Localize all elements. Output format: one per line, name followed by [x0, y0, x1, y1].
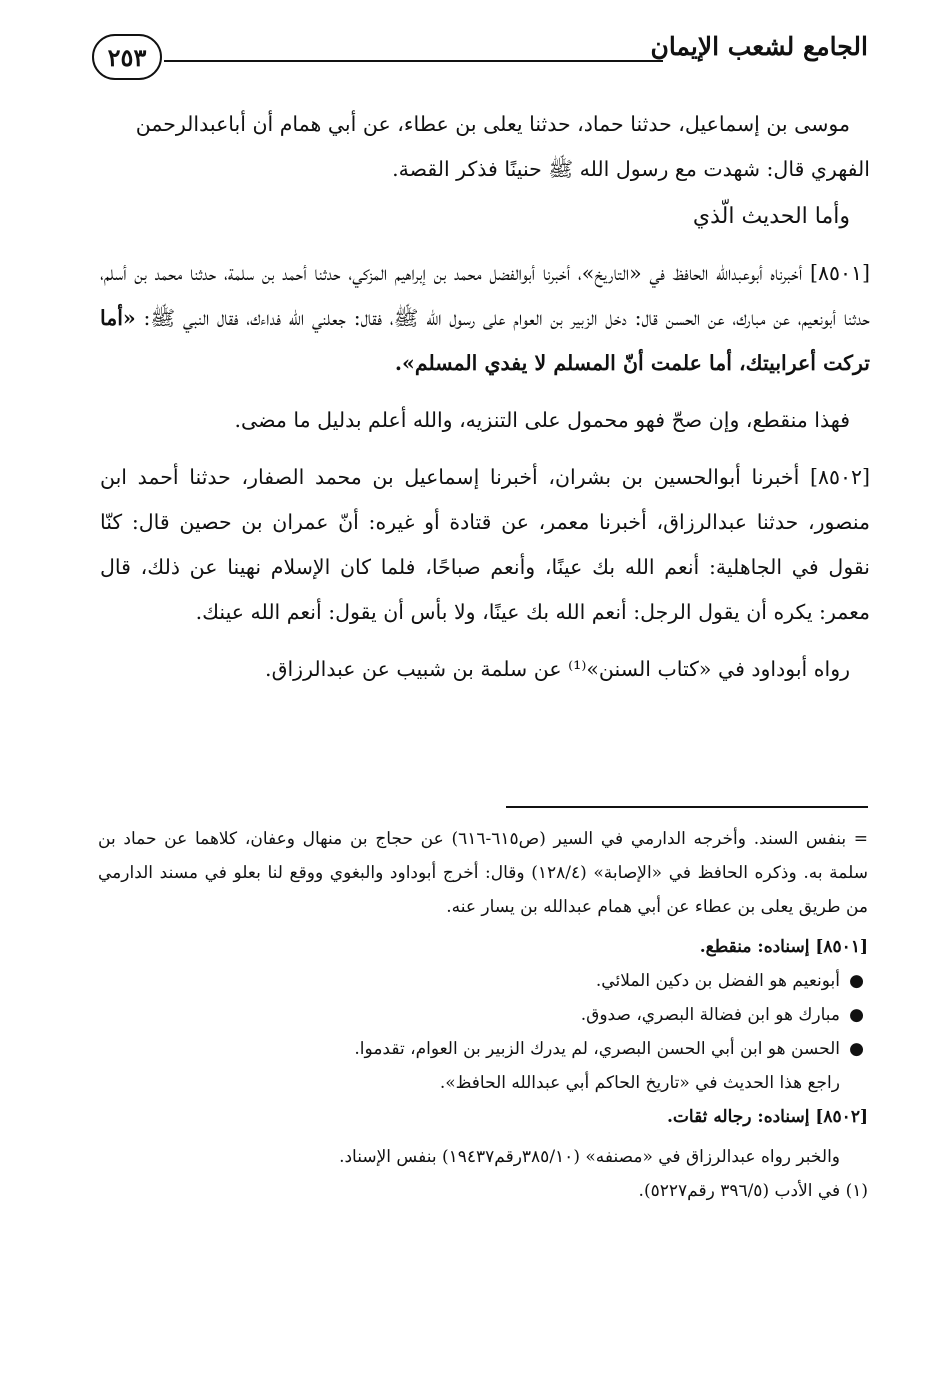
hadith-quote: «أما تركت أعرابيتك، أما علمت أنّ المسلم لا يفدي المسلم». [100, 306, 870, 375]
note-8501-reference: راجع هذا الحديث في «تاريخ الحاكم أبي عبدالله الحافظ». [439, 1073, 840, 1093]
hadith-8502 [100, 455, 870, 635]
note-8502-text: والخبر رواه عبدالرزاق في «مصنفه» (٣٨٥/١٠رقم١٩٤٣٧) بنفس الإسناد. [339, 1147, 840, 1167]
page-header [92, 30, 868, 86]
running-title: الجامع لشعب الإيمان [650, 32, 868, 61]
header-rule [164, 60, 663, 62]
paragraph-line: الفهري قال: شهدت مع رسول الله ﷺ حنينًا فذكر القصة. [392, 157, 870, 181]
bullet-icon: ● [849, 1039, 864, 1059]
section-subheading: وأما الحديث الّذي [692, 204, 850, 229]
footnote-separator [506, 806, 868, 808]
list-item: ● أبونعيم هو الفضل بن دكين الملائي. [98, 964, 868, 998]
note-8501-list [98, 964, 868, 1066]
bullet-icon: ● [849, 1005, 864, 1025]
paragraph-line: موسى بن إسماعيل، حدثنا حماد، حدثنا يعلى بن عطاء، عن أبي همام أن أباعبدالرحمن [135, 112, 850, 136]
hadith-number: [٨٥٠٢] [809, 465, 870, 489]
note-8501-title: [٨٥٠١] إسناده: منقطع. [699, 937, 868, 957]
footnote-continuation: = بنفس السند. وأخرجه الدارمي في السير (ص٦١٥-٦١٦) عن حجاج بن منهال وعفان، كلاهما عن حماد بن سلمة به. وذكره الحافظ في «الإصابة» (١٢٨/٤) وقال: أخرج أبوداود والبغوي ووقع لنا بعلو في مسند الدارمي من طريق يعلى بن عطاء عن أبي همام عبدالله بن يسار عنه. [98, 829, 868, 917]
bullet-icon: ● [849, 971, 864, 991]
commentary: فهذا منقطع، وإن صحّ فهو محمول على التنزيه، والله أعلم بدليل ما مضى. [234, 408, 850, 432]
page-number: ٢٥٣ [92, 34, 162, 80]
list-item: ● الحسن هو ابن أبي الحسن البصري، لم يدرك الزبير بن العوام، تقدموا. [98, 1032, 868, 1066]
note-8502-title: [٨٥٠٢] إسناده: رجاله ثقات. [666, 1107, 868, 1127]
hadith-8501 [100, 251, 870, 386]
hadith-number: [٨٥٠١] [809, 261, 870, 285]
narration-source: رواه أبوداود في «كتاب السنن»⁽¹⁾ عن سلمة بن شبيب عن عبدالرزاق. [265, 657, 850, 681]
footnotes [98, 822, 868, 1208]
footnote-1: (١) في الأدب (٣٩٦/٥ رقم٥٢٢٧). [638, 1181, 868, 1201]
list-item: ● مبارك هو ابن فضالة البصري، صدوق. [98, 998, 868, 1032]
hadith-text: أخبرناه أبوعبدالله الحافظ في «التاريخ»، أخبرنا أبوالفضل محمد بن إبراهيم المزكي، حدثنا أحمد بن سلمة، حدثنا محمد بن أسلم، حدثنا أبونعيم، عن مبارك، عن الحسن قال: دخل الزبير بن العوام على رسول الله ﷺ، فقال: جعلني الله فداءك، فقال النبي ﷺ: [100, 261, 870, 330]
hadith-text: أخبرنا أبوالحسين بن بشران، أخبرنا إسماعيل بن محمد الصفار، حدثنا أحمد ابن منصور، حدثنا عبدالرزاق، أخبرنا معمر، عن قتادة أو غيره: أنّ عمران بن حصين قال: كنّا نقول في الجاهلية: أنعم الله بك عينًا، وأنعم صباحًا، فلما كان الإسلام نهينا عن ذلك، قال معمر: يكره أن يقول الرجل: أنعم الله بك عينًا، ولا بأس أن يقول: أنعم الله عينك. [100, 465, 870, 624]
main-text [100, 102, 870, 692]
